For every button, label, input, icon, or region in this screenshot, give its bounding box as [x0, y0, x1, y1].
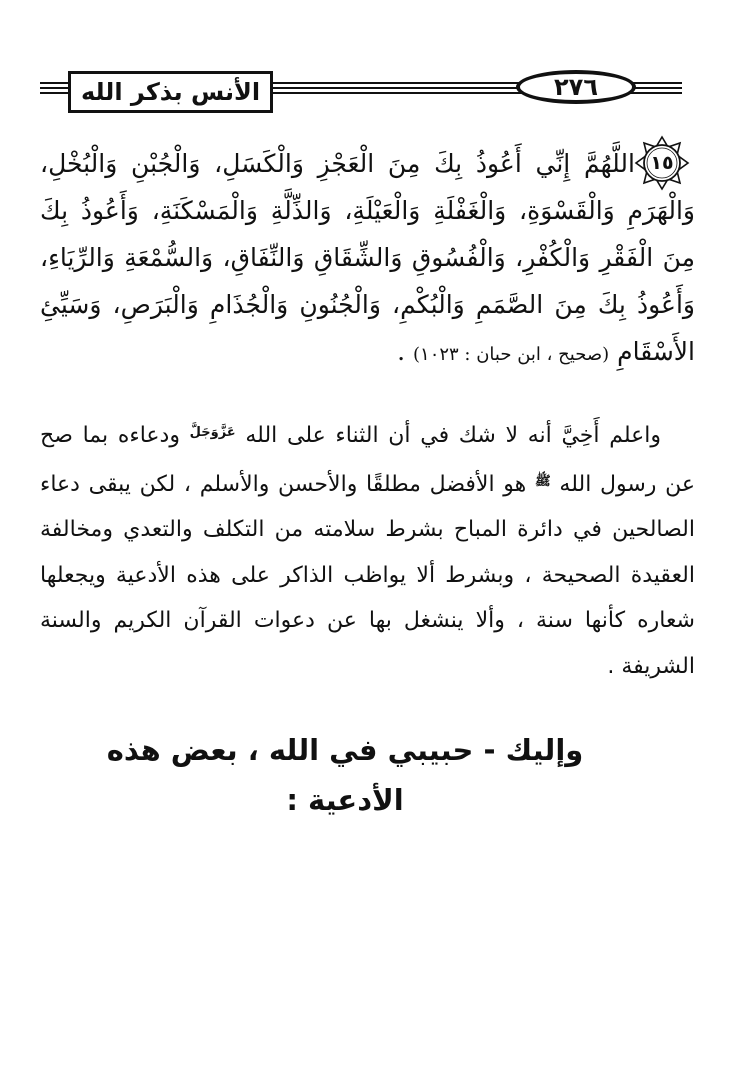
commentary-part-2: ودعاءه بما صح عن رسول الله — [40, 423, 696, 497]
dua-number: ١٥ — [650, 152, 674, 174]
page-header — [40, 66, 682, 116]
commentary-part-1: واعلم أَخِيَّ أنه لا شك في أن الثناء على الله — [245, 423, 661, 448]
commentary-paragraph — [40, 410, 695, 689]
dua-end-mark: . — [397, 337, 413, 366]
page-number-text: ٢٧٦ — [554, 73, 598, 101]
page-number — [516, 70, 636, 104]
dua-paragraph — [40, 140, 695, 378]
closing-heading: وإليك - حبيبي في الله ، بعض هذه الأدعية : — [106, 733, 584, 817]
running-title-text: الأنس بذكر الله — [80, 78, 261, 106]
running-title — [68, 71, 273, 113]
dua-source-reference: (صحيح ، ابن حبان : ١٠٢٣) — [413, 344, 610, 365]
honorific-prophet: ﷺ — [534, 473, 551, 489]
dua-text: اللَّهُمَّ إِنِّي أَعُوذُ بِكَ مِنَ الْعَجْزِ وَالْكَسَلِ، وَالْجُبْنِ وَالْبُخْلِ، وَالْهَرَمِ وَالْقَسْوَةِ، وَالْغَفْلَةِ وَالْعَيْلَةِ، وَالذِّلَّةِ وَالْمَسْكَنَةِ، وَأَعُوذُ بِكَ مِنَ الْفَقْرِ وَالْكُفْرِ، وَالْفُسُوقِ وَالشِّقَاقِ وَالنِّفَاقِ، وَالسُّمْعَةِ وَالرِّيَاءِ، وَأَعُوذُ بِكَ مِنَ الصَّمَمِ وَالْبُكْمِ، وَالْجُنُونِ وَالْجُذَامِ وَالْبَرَصِ، وَسَيِّئِ الأَسْقَامِ — [40, 149, 695, 366]
commentary-part-3: هو الأفضل مطلقًا والأحسن والأسلم ، لكن يبقى دعاء الصالحين في دائرة المباح بشرط سلامته من التكلف والتعدي ومخالفة العقيدة الصحيحة ، وبشرط ألا يواظب الذاكر على هذه الأدعية ويجعلها شعاره كأنها سنة ، وألا ينشغل بها عن دعوات القرآن الكريم والسنة الشريفة . — [40, 471, 695, 679]
honorific-allah: عَزَّوَجَلَّ — [189, 425, 236, 440]
